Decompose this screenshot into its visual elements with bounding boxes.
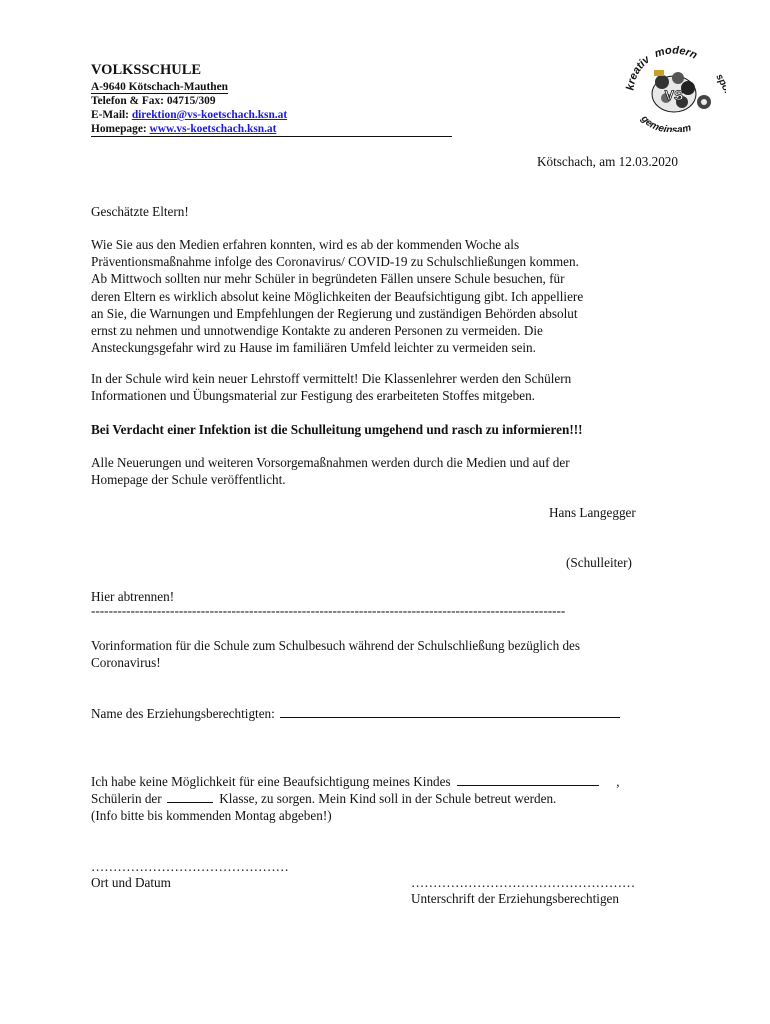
paragraph-lessons <box>91 370 691 404</box>
school-name: VOLKSSCHULE <box>91 62 202 78</box>
paragraph-line: Homepage der Schule veröffentlicht. <box>91 472 286 488</box>
statement-comma: , <box>616 774 620 789</box>
paragraph-line: Wie Sie aus den Medien erfahren konnten, wird es ab der kommenden Woche als <box>91 237 520 252</box>
paragraph-line: Ansteckungsgefahr wird zu Hause im familiären Umfeld leichter zu vermeiden sein. <box>91 340 536 356</box>
form-title-line: Coronavirus! <box>91 655 161 671</box>
logo-word-top: modern <box>653 46 699 62</box>
statement-text: Ich habe keine Möglichkeit für eine Beaufsichtigung meines Kindes <box>91 774 451 789</box>
paragraph-updates <box>91 454 691 488</box>
paragraph-line: Alle Neuerungen und weiteren Vorsorgemaßnahmen werden durch die Medien und auf der <box>91 455 570 470</box>
guardian-signature-label: Unterschrift der Erziehungsberechtigen <box>411 891 619 906</box>
homepage-label: Homepage: <box>91 123 150 135</box>
cut-label: Hier abtrennen! <box>91 589 175 604</box>
header-phone: Telefon & Fax: 04715/309 <box>91 95 216 107</box>
child-name-field[interactable] <box>457 773 599 786</box>
paragraph-line: Ab Mittwoch sollten nur mehr Schüler in begründeten Fällen unsere Schule besuchen, für <box>91 271 565 287</box>
homepage-link[interactable]: www.vs-koetschach.ksn.at <box>149 123 277 135</box>
logo-word-bottom: gemeinsam <box>638 113 693 132</box>
signature-role: (Schulleiter) <box>566 555 632 570</box>
header-address <box>91 80 228 94</box>
paragraph-line: ernst zu nehmen und unnotwendige Kontakte zu anderen Personen zu vermeiden. Die <box>91 323 543 339</box>
statement-class-prefix: Schülerin der <box>91 791 162 806</box>
email-link[interactable]: direktion@vs-koetschach.ksn.at <box>131 109 288 121</box>
form-title <box>91 637 691 671</box>
class-field[interactable] <box>167 790 213 803</box>
guardian-signature-dots[interactable]: …………………………………………… <box>411 875 636 890</box>
guardian-name-label: Name des Erziehungsberechtigten: <box>91 706 275 721</box>
signature-name: Hans Langegger <box>549 505 636 520</box>
guardian-name-row <box>91 705 620 722</box>
paragraph-intro <box>91 236 691 356</box>
header-homepage <box>91 122 452 137</box>
paragraph-line: In der Schule wird kein neuer Lehrstoff vermittelt! Die Klassenlehrer werden den Schülern <box>91 371 572 386</box>
header-email <box>91 108 287 122</box>
logo-word-left: kreativ <box>624 53 653 91</box>
paragraph-line: Informationen und Übungsmaterial zur Festigung des erarbeiteten Stoffes mitgeben. <box>91 388 535 404</box>
place-date-dots[interactable]: ……………………………………… <box>91 859 289 874</box>
paragraph-line: an Sie, die Warnungen und Empfehlungen der Regierung und zuständigen Behörden absolut <box>91 305 578 321</box>
cut-line: ------------------------------------------------------------------------------------------------------------ <box>91 603 566 618</box>
svg-text:gemeinsam <box>638 113 693 132</box>
statement-line-3: (Info bitte bis kommenden Montag abgeben!) <box>91 808 332 823</box>
guardian-name-field[interactable] <box>280 705 620 718</box>
statement-line-2 <box>91 790 556 807</box>
logo-word-right: sportlich <box>713 72 726 115</box>
form-title-line: Vorinformation für die Schule zum Schulbesuch während der Schulschließung bezüglich des <box>91 638 581 653</box>
logo-center-text: VS <box>664 87 684 103</box>
email-label: E-Mail: <box>91 109 132 121</box>
svg-text:modern <box>653 46 699 62</box>
statement-line-1 <box>91 773 691 790</box>
svg-text:kreativ <box>624 53 652 91</box>
place-date-label: Ort und Datum <box>91 875 171 890</box>
paragraph-line: deren Eltern es wirklich absolut keine Möglichkeiten der Beaufsichtigung gibt. Ich appelliere <box>91 288 584 304</box>
paragraph-line: Präventionsmaßnahme infolge des Coronavirus/ COVID-19 zu Schulschließungen kommen. <box>91 254 579 270</box>
infection-notice: Bei Verdacht einer Infektion ist die Schulleitung umgehend und rasch zu informieren!!! <box>91 422 583 437</box>
statement-class-suffix: Klasse, zu sorgen. Mein Kind soll in der Schule betreut werden. <box>219 791 557 806</box>
school-logo <box>618 46 726 132</box>
address-text: A-9640 Kötschach-Mauthen <box>91 81 228 93</box>
logo-graphic <box>618 46 726 132</box>
date-line: Kötschach, am 12.03.2020 <box>536 154 678 169</box>
salutation: Geschätzte Eltern! <box>91 204 189 219</box>
